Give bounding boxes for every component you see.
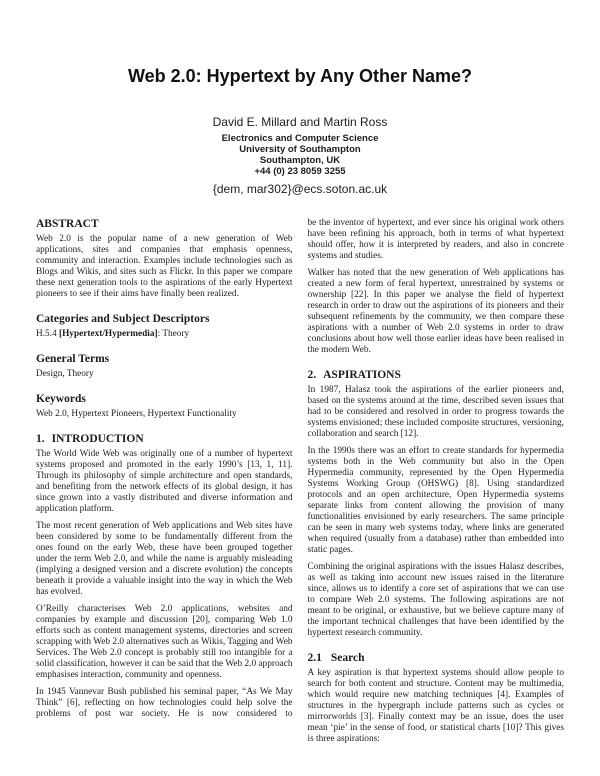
subsection-title: Search xyxy=(330,652,365,664)
abstract-text: Web 2.0 is the popular name of a new generation of Web applications, sites and companies that emphasis openness, community and interaction. Examples include technologies such as Blogs and Wikis, and sites such as Flickr. In this paper we compare these next generation tools to the aspirations of the early Hypertext pioneers to see if their aims have finally been realized. xyxy=(36,234,293,299)
section-title: INTRODUCTION xyxy=(51,433,144,445)
section-number: 1. xyxy=(36,433,45,445)
paragraph: be the inventor of hypertext, and ever since his original work others have been refining his approach, both in terms of what hypertext should offer, how it is interpreted by readers, and also in concrete systems and studies. xyxy=(307,218,564,261)
subsection-number: 2.1 xyxy=(307,652,322,664)
categories-heading: Categories and Subject Descriptors xyxy=(36,313,210,325)
general-terms-heading: General Terms xyxy=(36,353,110,365)
subsection-search-heading xyxy=(308,652,565,665)
paragraph: A key aspiration is that hypertext systems should allow people to search for both content and structure. Content may be multimedia, which would require new matching techniques [4]. Examples of structures in the hypergraph include patterns such as cycles or mirrorworlds [3]. Finally context may be an issue, does the user mean ‘pie’ in the sense of food, or statistical charts [10]? This gives is three aspirations: xyxy=(307,668,564,744)
paragraph: In 1945 Vannevar Bush published his seminal paper, “As We May Think” [6], reflecting on how technologies could help solve the problems of post war society. He is now considered to xyxy=(36,687,293,719)
affiliation-line: +44 (0) 23 8059 3255 xyxy=(254,166,346,177)
section-number: 2. xyxy=(307,369,317,381)
categories-term: [Hypertext/Hypermedia] xyxy=(58,329,158,339)
paragraph: The most recent generation of Web applications and Web sites have been considered by some to be fundamentally different from the ones found on the early Web, these have been grouped together under the term Web 2.0, and while the name is arguably misleading (implying a designed version and a discrete evolution) the concepts beneath it provide a valuable insight into the way in which the Web has evolved. xyxy=(36,521,293,597)
paper-header xyxy=(0,0,600,196)
affiliation-line: University of Southampton xyxy=(239,144,361,155)
paper-email: {dem, mar302}@ecs.soton.ac.uk xyxy=(212,182,388,196)
affiliation-line: Southampton, UK xyxy=(259,155,341,166)
section-aspirations-heading xyxy=(308,369,565,382)
paragraph: The World Wide Web was originally one of a number of hypertext systems proposed and promoted in the early 1990’s [13, 1, 11]. Through its philosophy of simple architecture and open standards, and benefiting from the network effects of its global design, it has since grown into a vastly distributed and diverse information and application platform. xyxy=(36,449,293,514)
paragraph: In the 1990s there was an effort to create standards for hypermedia systems both in the Web community but also in the Open Hypermedia community, represented by the Open Hypermedia Systems Working Group (OHSWG) [8]. Using standardized protocols and an open architecture, Open Hypermedia systems separate links from content allowing the provision of many functionalities envisioned by early researchers. The same principle can be seen in many web systems today, where links are generated when required (usually from a database) rather than embedded into static pages. xyxy=(307,446,564,555)
keywords-heading: Keywords xyxy=(36,393,86,405)
paragraph: O’Reilly characterises Web 2.0 applications, websites and companies by example and discussion [20], comparing Web 1.0 efforts such as content management systems, directories and screen scrapping with Web 2.0 alternatives such as Wikis, Tagging and Web Services. The Web 2.0 concept is probably still too intangible for a solid classification, however it can be said that the Web 2.0 approach emphasises interaction, community and openness. xyxy=(36,604,293,680)
categories-code: H.5.4 xyxy=(36,329,59,339)
keywords-text: Web 2.0, Hypertext Pioneers, Hypertext Functionality xyxy=(36,409,237,419)
categories-text xyxy=(36,329,293,340)
paragraph: Walker has noted that the new generation of Web applications has created a new form of feral hypertext, unrestrained by systems or ownership [22]. In this paper we analyse the field of hypertext research in order to draw out the aspirations of its pioneers and their subsequent refinements by the community, we then compare these aspirations with a number of Web 2.0 systems in order to draw conclusions about how well those earlier ideas have been realised in the modern Web. xyxy=(307,268,564,355)
paragraph: Combining the original aspirations with the issues Halasz describes, as well as taking into account new issues raised in the literature since, allows us to identify a core set of aspirations that we can use to compare Web 2.0 systems. The following aspirations are not meant to be original, or exhaustive, but we believe capture many of the important technical challenges that have been identified by the hypertext research community. xyxy=(307,562,564,638)
affiliation-line: Electronics and Computer Science xyxy=(221,133,379,144)
paragraph: In 1987, Halasz took the aspirations of the earlier pioneers and, based on the systems around at the time, described seven issues that had to be considered and resolved in order to progress towards the systems envisioned; these included composite structures, versioning, collaboration and search [12]. xyxy=(307,385,564,439)
categories-suffix: : Theory xyxy=(157,329,190,339)
section-introduction-heading xyxy=(36,433,293,446)
general-terms-text: Design, Theory xyxy=(36,369,94,379)
paper-title: Web 2.0: Hypertext by Any Other Name? xyxy=(127,66,473,86)
body-columns xyxy=(0,218,600,751)
left-column xyxy=(36,218,293,751)
section-title: ASPIRATIONS xyxy=(323,369,401,381)
abstract-heading: ABSTRACT xyxy=(36,218,99,230)
right-column xyxy=(308,218,565,751)
paper-affiliation xyxy=(0,133,600,177)
paper-authors: David E. Millard and Martin Ross xyxy=(212,115,388,129)
